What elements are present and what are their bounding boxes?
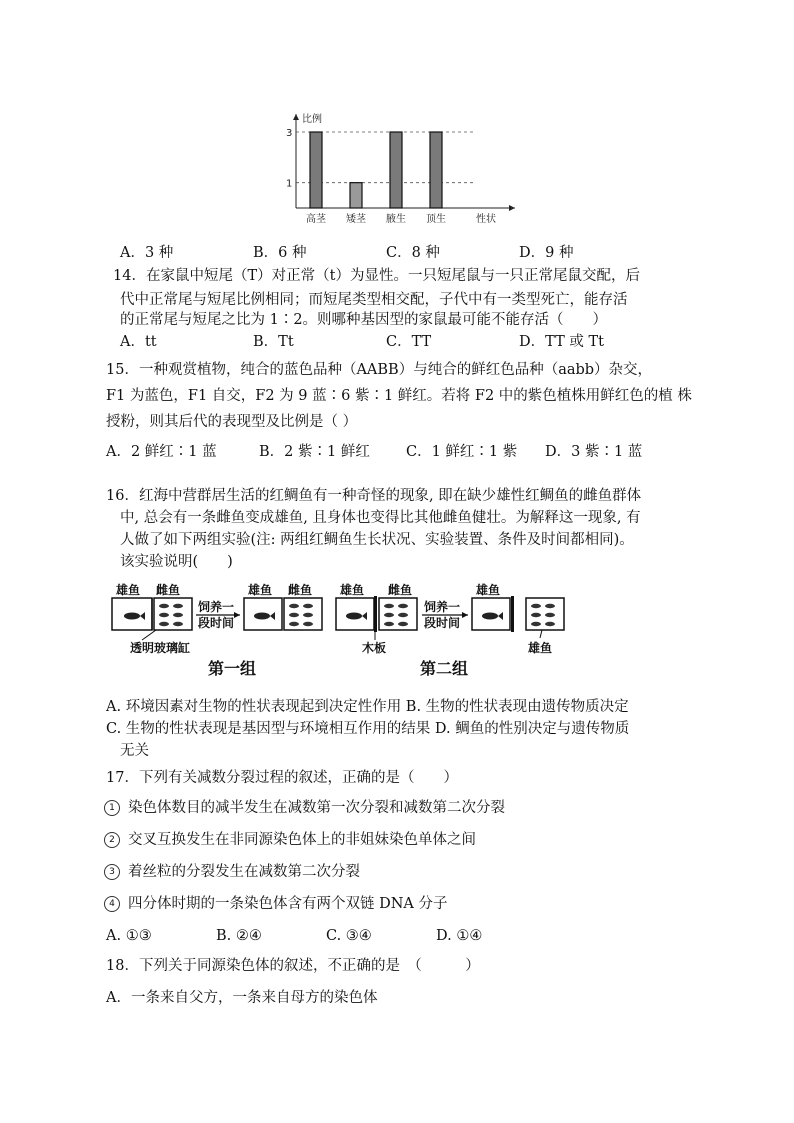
- q16-line-2: 中, 总会有一条雌鱼变成雄鱼, 且身体也变得比其他雌鱼健壮。为解释这一现象, 有: [120, 510, 641, 526]
- q17-stem: 17．下列有关减数分裂过程的叙述，正确的是（ ）: [106, 770, 458, 786]
- q15-line-2: F1 为蓝色，F1 自交，F2 为 9 蓝∶6 紫∶1 鲜红。若将 F2 中的紫色植株用鲜红色的植 株: [106, 388, 692, 404]
- y-axis-label: 比例: [302, 114, 322, 125]
- svg-text:雌鱼: 雌鱼: [388, 583, 413, 597]
- male-fish-icon: [482, 612, 503, 620]
- bar-4: [430, 132, 442, 208]
- q17-item-1: 1 染色体数目的减半发生在减数第一次分裂和减数第二次分裂: [104, 798, 505, 818]
- q14-option-d: D．TT 或 Tt: [519, 334, 604, 350]
- x-axis-arrow: [509, 205, 515, 211]
- feed-arrow-2: [422, 599, 468, 630]
- y-axis-arrow: [293, 114, 299, 120]
- male-fish-icon: [346, 612, 367, 620]
- bar-1: [310, 132, 322, 208]
- q15-option-b: B．2 紫∶1 鲜红: [259, 444, 370, 460]
- group1-label: 第一组: [208, 659, 257, 678]
- female-fish-group-icon: [289, 604, 313, 626]
- q17-option-c: C. ③④: [326, 928, 372, 944]
- q14-option-b: B．Tt: [253, 334, 294, 350]
- group2-label: 第二组: [420, 659, 469, 678]
- bar-2: [350, 183, 362, 208]
- group2-setup-before: [336, 582, 417, 632]
- circled-number-3: 3: [104, 864, 120, 880]
- q16-line-1: 16．红海中营群居生活的红鲷鱼有一种奇怪的现象, 即在缺少雄性红鲷鱼的雌鱼群体: [106, 488, 642, 504]
- y-tick-label-3: 3: [286, 128, 293, 139]
- svg-text:雄鱼: 雄鱼: [340, 583, 365, 597]
- female-fish-group-icon: [159, 604, 183, 626]
- q17-item-3: 3 着丝粒的分裂发生在减数第二次分裂: [104, 862, 360, 882]
- q16-line-3: 人做了如下两组实验(注: 两组红鲷鱼生长状况、实验装置、条件及时间都相同)。: [120, 532, 634, 548]
- glass-tank-label: 透明玻璃缸: [130, 641, 191, 655]
- svg-text:雄鱼: 雄鱼: [248, 583, 273, 597]
- q15-option-a: A．2 鲜红∶1 蓝: [106, 444, 217, 460]
- q14-line-3: 的正常尾与短尾之比为 1∶2。则哪种基因型的家鼠最可能不能存活（ ）: [120, 312, 608, 328]
- svg-text:饲养一: 饲养一: [198, 600, 235, 614]
- q13-option-d: D．9 种: [519, 245, 574, 261]
- bar-3: [390, 132, 402, 208]
- q17-option-b: B. ②④: [216, 928, 262, 944]
- q15-line-3: 授粉，则其后代的表现型及比例是（ ）: [106, 414, 358, 430]
- group1-setup-before: [112, 582, 192, 630]
- x-axis-label: 性状: [476, 214, 496, 225]
- q13-option-c: C．8 种: [386, 245, 440, 261]
- male-after-label: 雄鱼: [528, 641, 553, 655]
- feed-arrow-1: [196, 599, 240, 630]
- circled-number-4: 4: [104, 896, 120, 912]
- svg-text:雄鱼: 雄鱼: [476, 583, 501, 597]
- q14-option-c: C．TT: [386, 334, 432, 350]
- bar-chart: [270, 108, 530, 230]
- q16-line-4: 该实验说明( ): [120, 554, 233, 570]
- fish-group-icon: [531, 604, 555, 626]
- q14-line-2: 代中正常尾与短尾比例相同；而短尾类型相交配，子代中有一类型死亡，能存活: [120, 292, 628, 308]
- q17-item-2: 2 交叉互换发生在非同源染色体上的非姐妹染色单体之间: [104, 830, 476, 850]
- group2-setup-after: [472, 582, 564, 655]
- q18-stem: 18．下列关于同源染色体的叙述，不正确的是 （ ）: [106, 958, 480, 974]
- circled-number-1: 1: [104, 800, 120, 816]
- q14-option-a: A．tt: [120, 334, 157, 350]
- svg-text:段时间: 段时间: [198, 616, 235, 630]
- svg-text:雌鱼: 雌鱼: [288, 583, 313, 597]
- q17-option-d: D. ①④: [436, 928, 483, 944]
- female-fish-group-icon: [384, 604, 408, 626]
- q17-option-a: A. ①③: [106, 928, 152, 944]
- q13-option-b: B．6 种: [253, 245, 307, 261]
- male-label: 雄鱼: [116, 583, 141, 597]
- x-tick-label-2: 矮茎: [346, 214, 366, 225]
- q17-item-4: 4 四分体时期的一条染色体含有两个双链 DNA 分子: [104, 894, 448, 914]
- male-fish-icon: [124, 612, 145, 620]
- q16-options-line-1: A. 环境因素对生物的性状表现起到决定性作用 B. 生物的性状表现由遗传物质决定: [106, 699, 629, 715]
- group1-setup-after: [244, 582, 322, 630]
- q16-options-line-3: 无关: [120, 743, 149, 759]
- q16-options-line-2: C. 生物的性状表现是基因型与环境相互作用的结果 D. 鲷鱼的性别决定与遗传物质: [106, 721, 630, 737]
- circled-number-2: 2: [104, 832, 120, 848]
- q15-line-1: 15．一种观赏植物，纯合的蓝色品种（AABB）与纯合的鲜红色品种（aabb）杂交，: [106, 362, 653, 378]
- board-label: 木板: [362, 641, 387, 655]
- x-tick-label-1: 高茎: [306, 214, 326, 225]
- svg-text:段时间: 段时间: [424, 616, 461, 630]
- x-tick-label-4: 顶生: [426, 214, 446, 225]
- q13-option-a: A．3 种: [120, 245, 174, 261]
- svg-text:饲养一: 饲养一: [424, 600, 461, 614]
- q14-line-1: 14．在家鼠中短尾（T）对正常（t）为显性。一只短尾鼠与一只正常尾鼠交配，后: [113, 268, 640, 284]
- q18-option-a: A．一条来自父方，一条来自母方的染色体: [106, 990, 378, 1006]
- q15-option-c: C．1 鲜红∶1 紫: [406, 444, 518, 460]
- male-fish-icon: [254, 612, 275, 620]
- y-tick-label-1: 1: [286, 178, 293, 190]
- q15-option-d: D．3 紫∶1 蓝: [545, 444, 643, 460]
- fish-experiment-figure: [108, 578, 578, 682]
- female-label: 雌鱼: [156, 583, 181, 597]
- x-tick-label-3: 腋生: [386, 214, 406, 225]
